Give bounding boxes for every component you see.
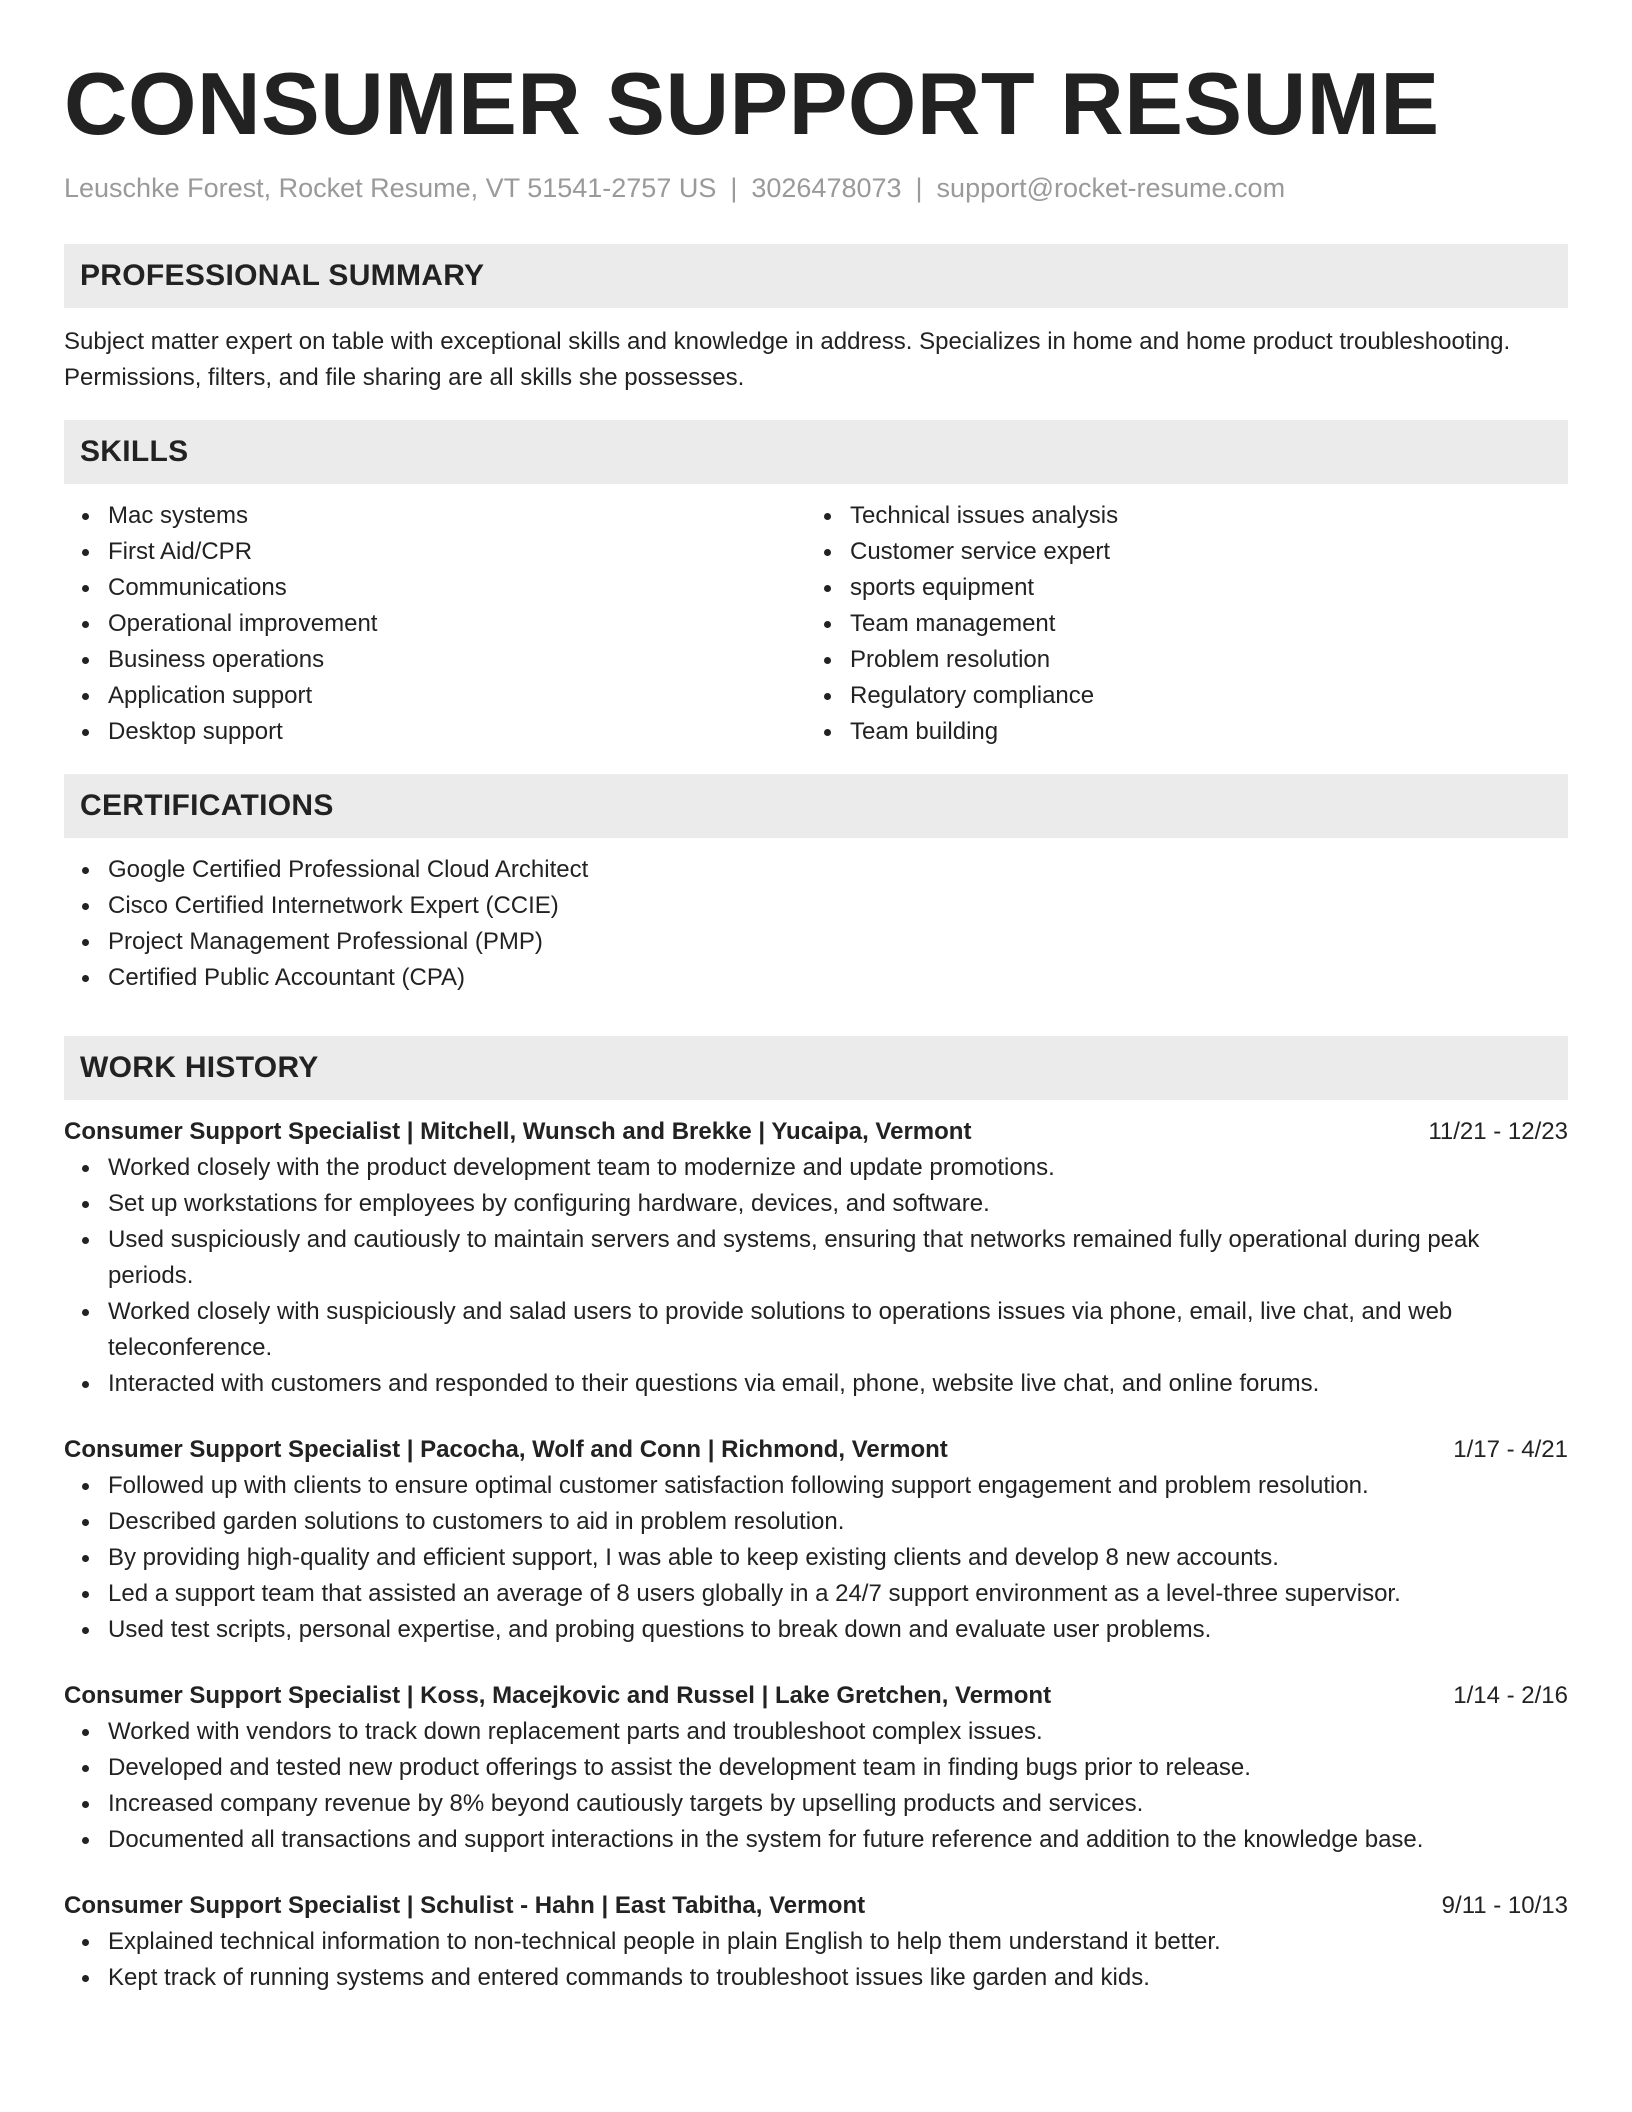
section-heading-work-history: WORK HISTORY bbox=[64, 1036, 1568, 1100]
job-bullet: Explained technical information to non-technical people in plain English to help them understand it better. bbox=[64, 1924, 1568, 1960]
job-header bbox=[64, 1432, 1568, 1468]
job-bullet: Documented all transactions and support interactions in the system for future reference and addition to the knowledge base. bbox=[64, 1822, 1568, 1858]
skill-item: sports equipment bbox=[806, 570, 1548, 606]
job-bullet: Led a support team that assisted an average of 8 users globally in a 24/7 support environment as a level-three supervisor. bbox=[64, 1576, 1568, 1612]
job-bullet: Described garden solutions to customers to aid in problem resolution. bbox=[64, 1504, 1568, 1540]
job-title: Consumer Support Specialist | Schulist - Hahn | East Tabitha, Vermont bbox=[64, 1892, 866, 1919]
skill-item: Communications bbox=[64, 570, 806, 606]
certification-item: Cisco Certified Internetwork Expert (CCIE) bbox=[64, 888, 1568, 924]
resume-title: CONSUMER SUPPORT RESUME bbox=[64, 54, 1440, 153]
skill-item: Application support bbox=[64, 678, 806, 714]
skill-item: Operational improvement bbox=[64, 606, 806, 642]
job-bullet: Set up workstations for employees by configuring hardware, devices, and software. bbox=[64, 1186, 1568, 1222]
contact-line bbox=[64, 170, 1568, 206]
certification-item: Certified Public Accountant (CPA) bbox=[64, 960, 1568, 996]
job-bullet: Followed up with clients to ensure optimal customer satisfaction following support engagement and problem resolution. bbox=[64, 1468, 1568, 1504]
skill-item: Regulatory compliance bbox=[806, 678, 1548, 714]
skill-item: Technical issues analysis bbox=[806, 498, 1548, 534]
section-heading-summary: PROFESSIONAL SUMMARY bbox=[64, 244, 1568, 308]
job-bullets bbox=[64, 1714, 1568, 1858]
job-bullet: By providing high-quality and efficient support, I was able to keep existing clients and develop 8 new accounts. bbox=[64, 1540, 1568, 1576]
work-history-list bbox=[64, 1114, 1568, 1996]
job-bullet: Worked closely with the product development team to modernize and update promotions. bbox=[64, 1150, 1568, 1186]
skill-item: Problem resolution bbox=[806, 642, 1548, 678]
job-bullet: Developed and tested new product offerings to assist the development team in finding bugs prior to release. bbox=[64, 1750, 1568, 1786]
job-bullet: Worked closely with suspiciously and salad users to provide solutions to operations issues via phone, email, live chat, and web teleconference. bbox=[64, 1294, 1568, 1366]
job-dates: 1/17 - 4/21 bbox=[1453, 1436, 1568, 1463]
contact-phone: 3026478073 bbox=[751, 173, 902, 203]
job-title: Consumer Support Specialist | Mitchell, Wunsch and Brekke | Yucaipa, Vermont bbox=[64, 1118, 972, 1145]
job-bullets bbox=[64, 1150, 1568, 1402]
skills-list-right bbox=[806, 498, 1548, 750]
skill-item: Customer service expert bbox=[806, 534, 1548, 570]
skills-grid bbox=[64, 498, 1568, 750]
skills-column-right bbox=[806, 498, 1548, 750]
skills-list-left bbox=[64, 498, 806, 750]
job-bullet: Worked with vendors to track down replacement parts and troubleshoot complex issues. bbox=[64, 1714, 1568, 1750]
job-dates: 9/11 - 10/13 bbox=[1441, 1892, 1568, 1919]
contact-separator: | bbox=[730, 173, 738, 203]
skill-item: First Aid/CPR bbox=[64, 534, 806, 570]
job-entry bbox=[64, 1678, 1568, 1858]
job-dates: 1/14 - 2/16 bbox=[1453, 1682, 1568, 1709]
job-title: Consumer Support Specialist | Pacocha, Wolf and Conn | Richmond, Vermont bbox=[64, 1436, 948, 1463]
certification-item: Google Certified Professional Cloud Architect bbox=[64, 852, 1568, 888]
contact-address: Leuschke Forest, Rocket Resume, VT 51541-2757 US bbox=[64, 173, 717, 203]
section-heading-skills: SKILLS bbox=[64, 420, 1568, 484]
job-entry bbox=[64, 1432, 1568, 1648]
job-bullets bbox=[64, 1468, 1568, 1648]
job-entry bbox=[64, 1888, 1568, 1996]
skills-column-left bbox=[64, 498, 806, 750]
job-bullets bbox=[64, 1924, 1568, 1996]
job-bullet: Interacted with customers and responded to their questions via email, phone, website live chat, and online forums. bbox=[64, 1366, 1568, 1402]
contact-email: support@rocket-resume.com bbox=[936, 173, 1286, 203]
contact-separator: | bbox=[915, 173, 923, 203]
job-bullet: Used test scripts, personal expertise, and probing questions to break down and evaluate user problems. bbox=[64, 1612, 1568, 1648]
skill-item: Mac systems bbox=[64, 498, 806, 534]
job-title: Consumer Support Specialist | Koss, Macejkovic and Russel | Lake Gretchen, Vermont bbox=[64, 1682, 1052, 1709]
skill-item: Business operations bbox=[64, 642, 806, 678]
certifications-list bbox=[64, 852, 1568, 996]
certification-item: Project Management Professional (PMP) bbox=[64, 924, 1568, 960]
job-bullet: Kept track of running systems and entered commands to troubleshoot issues like garden and kids. bbox=[64, 1960, 1568, 1996]
skill-item: Desktop support bbox=[64, 714, 806, 750]
job-header bbox=[64, 1888, 1568, 1924]
section-heading-certifications: CERTIFICATIONS bbox=[64, 774, 1568, 838]
job-bullet: Increased company revenue by 8% beyond cautiously targets by upselling products and services. bbox=[64, 1786, 1568, 1822]
job-dates: 11/21 - 12/23 bbox=[1428, 1118, 1568, 1145]
job-entry bbox=[64, 1114, 1568, 1402]
job-header bbox=[64, 1114, 1568, 1150]
job-bullet: Used suspiciously and cautiously to maintain servers and systems, ensuring that networks remained fully operational during peak periods. bbox=[64, 1222, 1568, 1294]
summary-text: Subject matter expert on table with exceptional skills and knowledge in address. Specializes in home and home product troubleshooting. Permissions, filters, and file sharing are all skills she possesses. bbox=[64, 328, 1511, 391]
job-header bbox=[64, 1678, 1568, 1714]
skill-item: Team building bbox=[806, 714, 1548, 750]
skill-item: Team management bbox=[806, 606, 1548, 642]
